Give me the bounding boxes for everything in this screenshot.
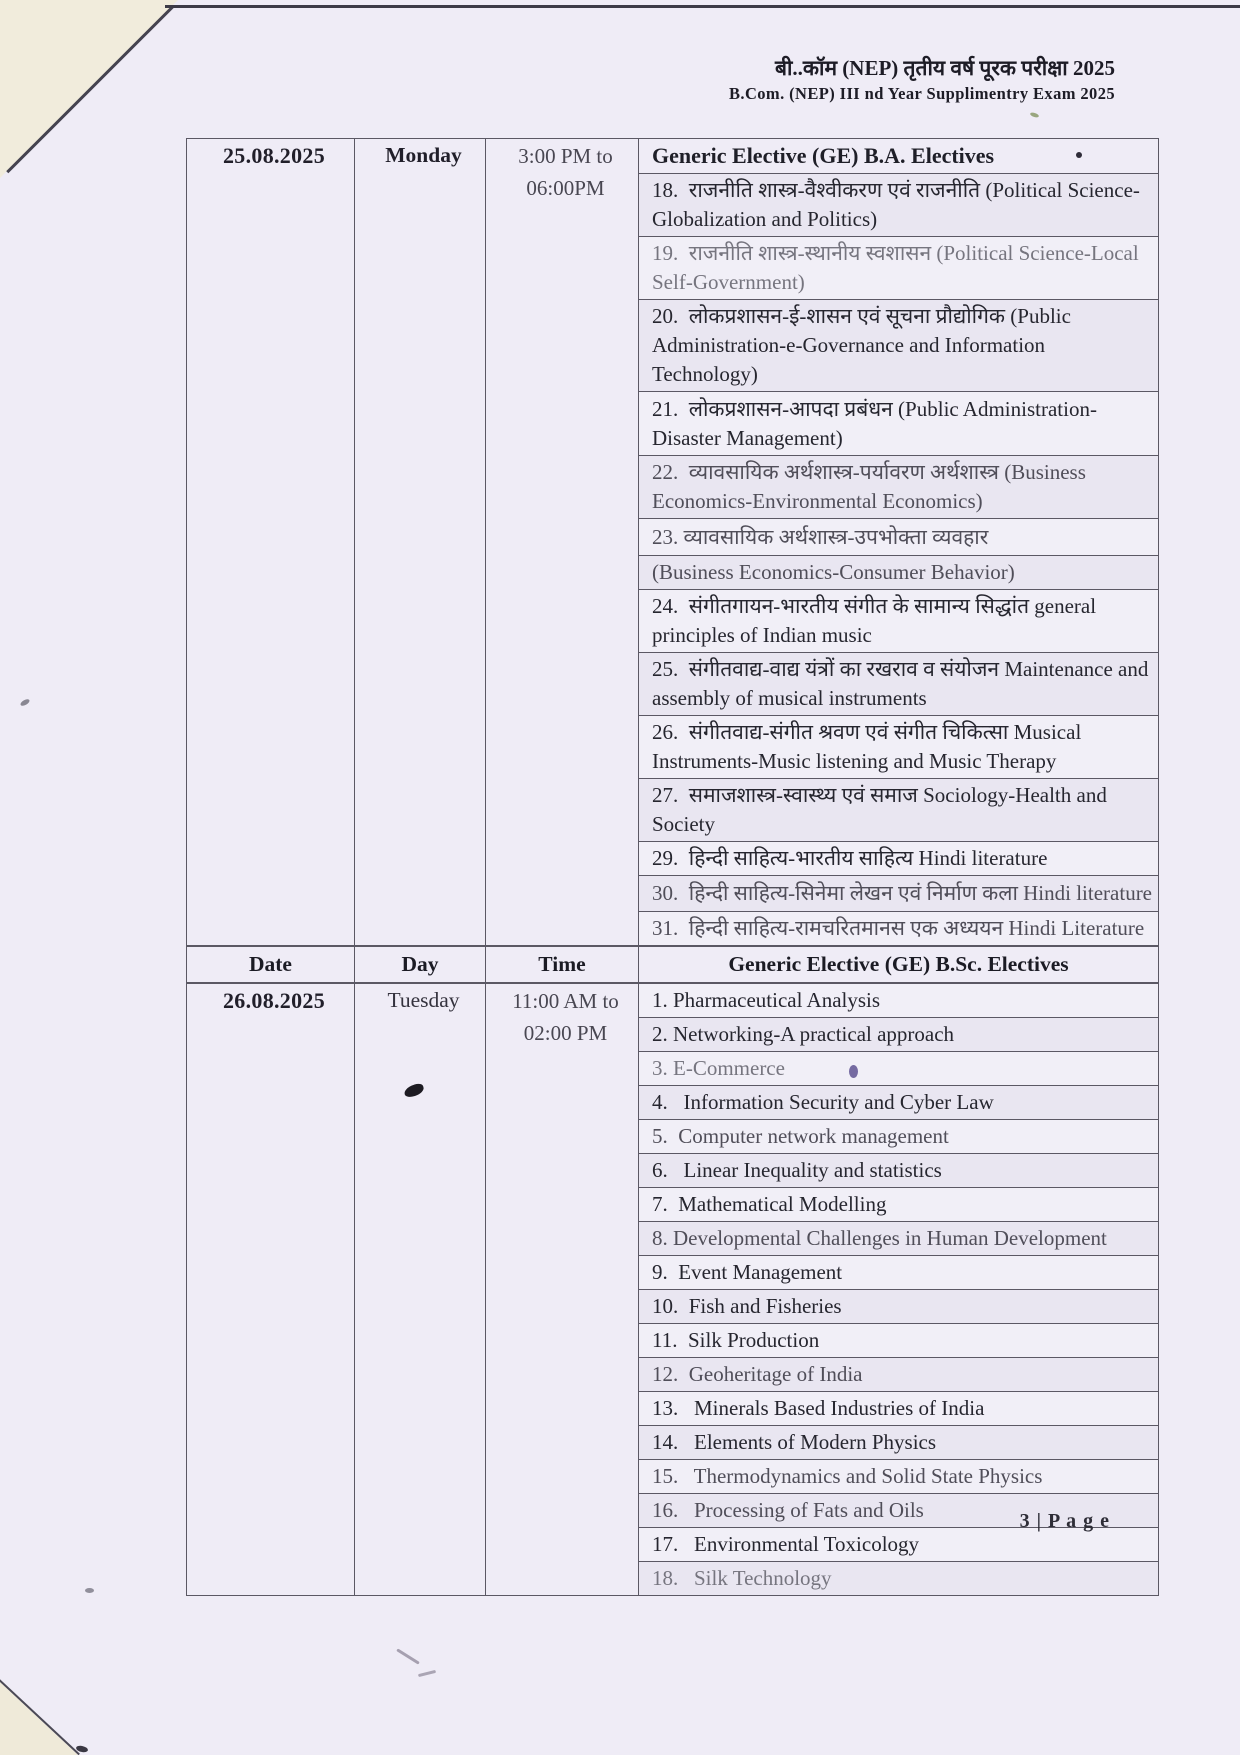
elective-item: 30. हिन्दी साहित्य-सिनेमा लेखन एवं निर्माण कला Hindi literature <box>639 875 1159 911</box>
elective-item: 4. Information Security and Cyber Law <box>639 1086 1159 1120</box>
elective-item: 14. Elements of Modern Physics <box>639 1426 1159 1460</box>
elective-item: 10. Fish and Fisheries <box>639 1290 1159 1324</box>
margin-mark <box>19 698 30 707</box>
elective-item: 13. Minerals Based Industries of India <box>639 1392 1159 1426</box>
elective-item: 22. व्यावसायिक अर्थशास्त्र-पर्यावरण अर्थशास्त्र (Business Economics-Environmental Economics) <box>639 456 1159 519</box>
header-title-hindi: बी..कॉम (NEP) तृतीय वर्ष पूरक परीक्षा 2025 <box>774 56 1115 80</box>
elective-item: 7. Mathematical Modelling <box>639 1188 1159 1222</box>
elective-item: 2. Networking-A practical approach <box>639 1018 1159 1052</box>
elective-item: 29. हिन्दी साहित्य-भारतीय साहित्य Hindi literature <box>639 841 1159 875</box>
column-header-date: Date <box>187 946 355 984</box>
scan-speck <box>85 1588 94 1593</box>
exam-time-line1: 3:00 PM to <box>518 144 613 168</box>
elective-item: 18. राजनीति शास्त्र-वैश्वीकरण एवं राजनीति (Political Science-Globalization and Politics) <box>639 174 1159 237</box>
exam-date: 25.08.2025 <box>223 143 325 168</box>
exam-time-line2: 02:00 PM <box>523 1020 608 1045</box>
exam-timetable <box>186 138 1159 1596</box>
elective-item: 26. संगीतवाद्य-संगीत श्रवण एवं संगीत चिकित्सा Musical Instruments-Music listening and Music Therapy <box>639 715 1159 778</box>
section1-day-cell <box>355 139 486 946</box>
elective-item: 23. व्यावसायिक अर्थशास्त्र-उपभोक्ता व्यवहार <box>639 519 1159 556</box>
section2-time-cell <box>486 983 639 1595</box>
elective-item: 3. E-Commerce <box>639 1052 1159 1086</box>
exam-day: Monday <box>385 143 462 167</box>
page-top-edge-line <box>165 5 1240 8</box>
elective-item: 8. Developmental Challenges in Human Development <box>639 1222 1159 1256</box>
elective-item: 24. संगीतगायन-भारतीय संगीत के सामान्य सिद्धांत general principles of Indian music <box>639 590 1159 653</box>
elective-item: 31. हिन्दी साहित्य-रामचरितमानस एक अध्ययन Hindi Literature <box>639 911 1159 945</box>
section2-day-cell <box>355 983 486 1595</box>
elective-item: (Business Economics-Consumer Behavior) <box>639 556 1159 590</box>
exam-date: 26.08.2025 <box>223 988 325 1014</box>
elective-item: 15. Thermodynamics and Solid State Physics <box>639 1460 1159 1494</box>
elective-item: 6. Linear Inequality and statistics <box>639 1154 1159 1188</box>
column-header-bsc-electives: Generic Elective (GE) B.Sc. Electives <box>639 946 1159 984</box>
elective-item: 25. संगीतवाद्य-वाद्य यंत्रों का रखराव व संयोजन Maintenance and assembly of musical instruments <box>639 653 1159 716</box>
column-header-time: Time <box>486 946 639 984</box>
ba-electives-heading: Generic Elective (GE) B.A. Electives <box>639 139 1159 174</box>
pencil-mark <box>396 1648 420 1664</box>
table-header-row <box>187 946 1159 984</box>
elective-item: 1. Pharmaceutical Analysis <box>639 983 1159 1017</box>
header-title-english: B.Com. (NEP) III nd Year Supplimentry Exam 2025 <box>729 84 1115 104</box>
elective-item: 17. Environmental Toxicology <box>639 1527 1159 1561</box>
elective-item: 12. Geoheritage of India <box>639 1358 1159 1392</box>
exam-day: Tuesday <box>387 988 460 1013</box>
section1-date-cell <box>187 139 355 946</box>
scan-speck <box>1030 112 1040 119</box>
table-row <box>187 139 1159 174</box>
elective-item: 11. Silk Production <box>639 1324 1159 1358</box>
exam-time-line2: 06:00PM <box>526 175 605 200</box>
elective-item: 20. लोकप्रशासन-ई-शासन एवं सूचना प्रौद्योगिक (Public Administration-e-Governance and Information Technology) <box>639 300 1159 392</box>
elective-item: 21. लोकप्रशासन-आपदा प्रबंधन (Public Administration-Disaster Management) <box>639 392 1159 456</box>
elective-item: 18. Silk Technology <box>639 1561 1159 1595</box>
elective-item: 19. राजनीति शास्त्र-स्थानीय स्वशासन (Political Science-Local Self-Government) <box>639 237 1159 300</box>
document-header <box>729 55 1115 105</box>
exam-time-line1: 11:00 AM to <box>512 989 619 1014</box>
elective-item: 9. Event Management <box>639 1256 1159 1290</box>
elective-item: 5. Computer network management <box>639 1120 1159 1154</box>
pencil-mark <box>418 1670 436 1677</box>
page-number: 3 | P a g e <box>1019 1510 1110 1532</box>
section2-date-cell <box>187 983 355 1595</box>
section1-time-cell <box>486 139 639 946</box>
table-row <box>187 983 1159 1017</box>
elective-item: 27. समाजशास्त्र-स्वास्थ्य एवं समाज Sociology-Health and Society <box>639 778 1159 841</box>
elective-item: 16. Processing of Fats and Oils <box>639 1493 1159 1527</box>
column-header-day: Day <box>355 946 486 984</box>
